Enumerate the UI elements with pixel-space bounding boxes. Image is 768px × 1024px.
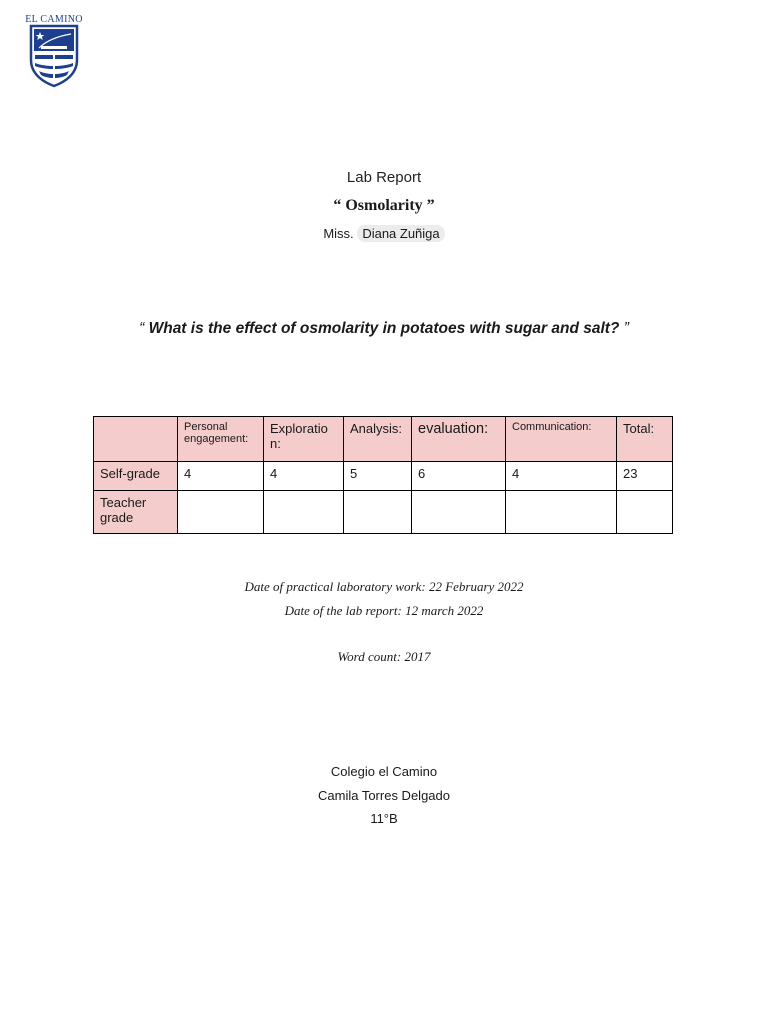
- practical-date: Date of practical laboratory work: 22 February 2022: [244, 579, 524, 594]
- teacher-line: [0, 226, 768, 241]
- research-question-text: What is the effect of osmolarity in potatoes with sugar and salt?: [148, 320, 620, 337]
- table-cell: 4: [264, 462, 344, 491]
- student-name: Camila Torres Delgado: [318, 788, 450, 803]
- open-quote: “: [139, 320, 149, 337]
- table-cell: [506, 491, 617, 534]
- report-date: Date of the lab report: 12 march 2022: [284, 603, 484, 618]
- table-cell: [617, 491, 673, 534]
- header-exploration: Exploratio n:: [264, 417, 344, 462]
- research-question: [0, 320, 768, 338]
- table-cell: 6: [412, 462, 506, 491]
- table-cell: 5: [344, 462, 412, 491]
- table-row: [94, 491, 673, 534]
- table-cell: [412, 491, 506, 534]
- teacher-prefix: Miss.: [323, 226, 354, 241]
- logo-text: EL CAMINO: [25, 14, 83, 25]
- row-label: Self-grade: [94, 462, 178, 491]
- header-empty-cell: [94, 417, 178, 462]
- grades-table: [93, 416, 673, 534]
- report-title: “ Osmolarity ”: [333, 197, 435, 214]
- header-evaluation: evaluation:: [412, 417, 506, 462]
- teacher-name: Diana Zuñiga: [357, 225, 444, 242]
- header-personal-engagement: Personal engagement:: [178, 417, 264, 462]
- class-grade: 11°B: [370, 811, 398, 826]
- table-cell: 23: [617, 462, 673, 491]
- table-cell: [178, 491, 264, 534]
- row-label: Teacher grade: [94, 491, 178, 534]
- close-quote: ”: [619, 320, 629, 337]
- table-cell: [264, 491, 344, 534]
- table-cell: 4: [178, 462, 264, 491]
- school-crest-icon: [27, 24, 81, 88]
- word-count: Word count: 2017: [337, 649, 431, 664]
- report-type: Lab Report: [346, 169, 422, 186]
- header-analysis: Analysis:: [344, 417, 412, 462]
- school-logo: [24, 14, 84, 88]
- table-cell: 4: [506, 462, 617, 491]
- table-row: [94, 462, 673, 491]
- table-cell: [344, 491, 412, 534]
- header-total: Total:: [617, 417, 673, 462]
- school-name: Colegio el Camino: [330, 764, 438, 779]
- header-communication: Communication:: [506, 417, 617, 462]
- grades-header-row: [94, 417, 673, 462]
